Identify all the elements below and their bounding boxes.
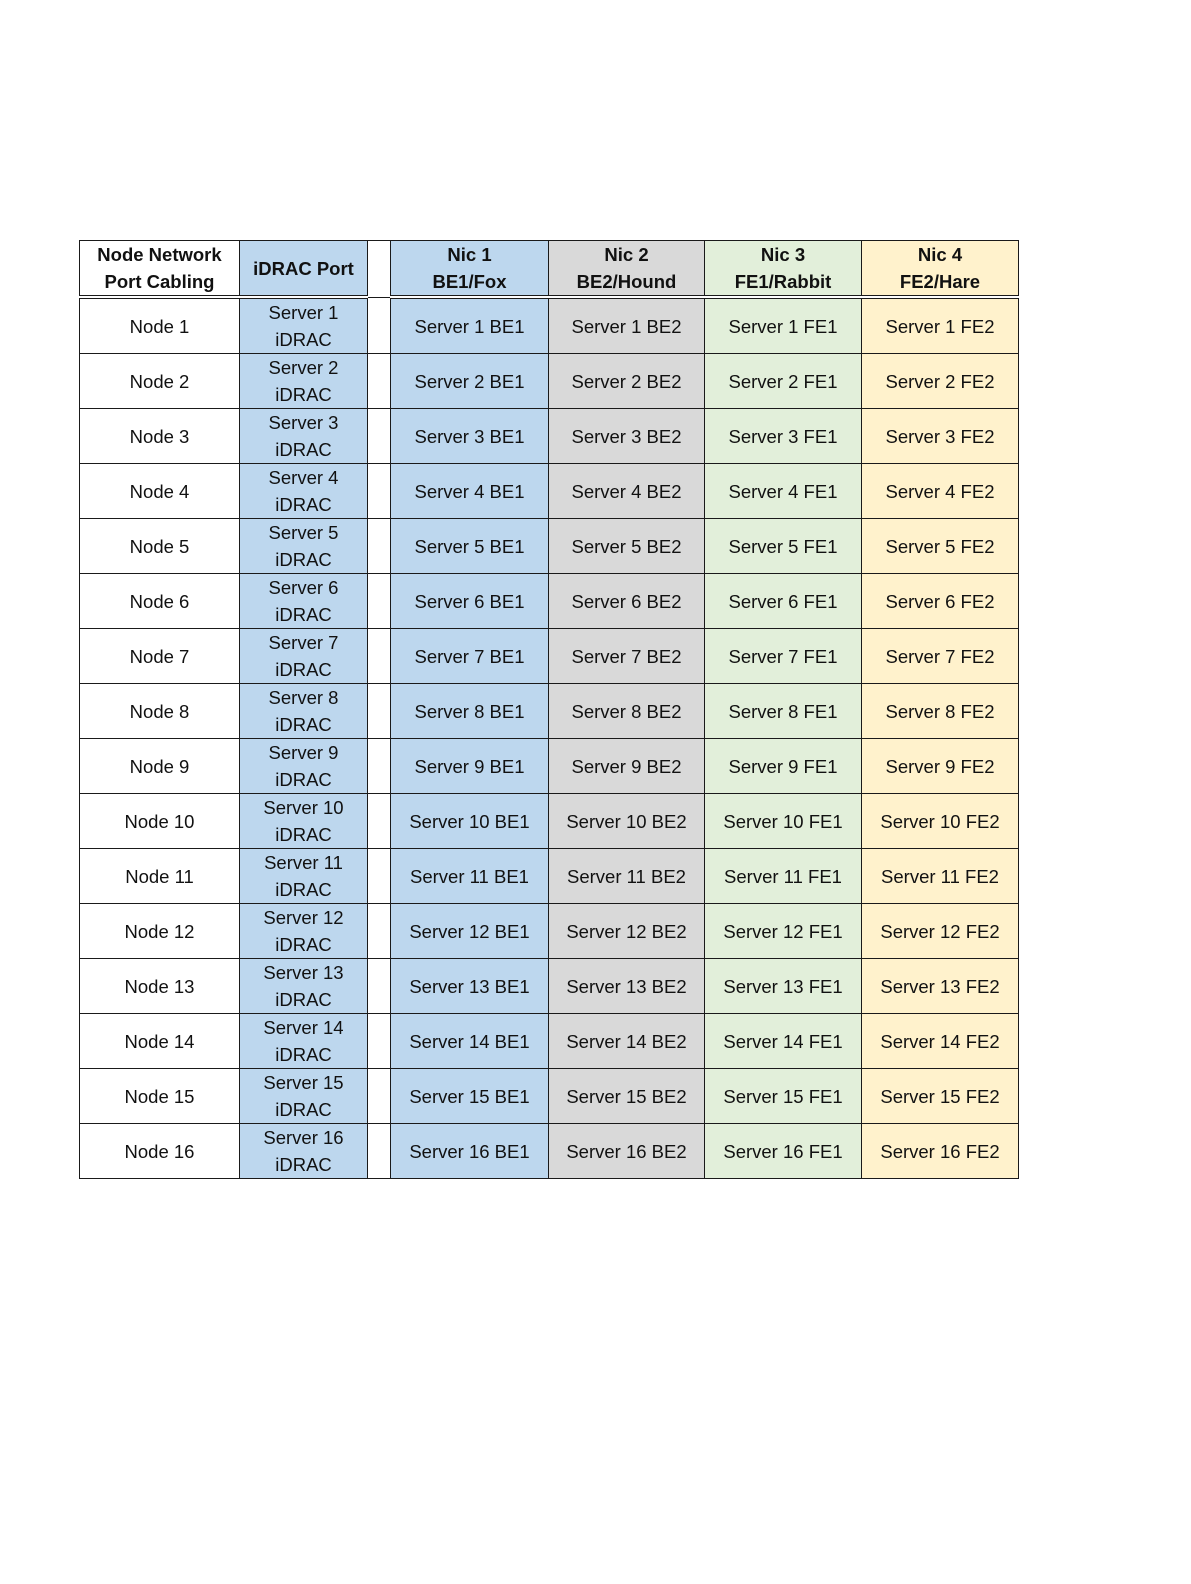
nic4-cell: Server 11 FE2 [862, 849, 1019, 904]
idrac-cell [240, 739, 368, 794]
idrac-server-label: Server 6 [268, 577, 339, 598]
nic3-cell: Server 8 FE1 [705, 684, 862, 739]
idrac-cell [240, 684, 368, 739]
header-nic1-line-2: BE1/Fox [432, 271, 507, 292]
table-row [80, 297, 1019, 354]
nic3-cell: Server 14 FE1 [705, 1014, 862, 1069]
header-row [80, 241, 1019, 298]
idrac-server-label: Server 7 [268, 632, 339, 653]
nic3-cell: Server 11 FE1 [705, 849, 862, 904]
spacer-cell [368, 409, 391, 464]
idrac-server-label: Server 2 [268, 357, 339, 378]
nic1-cell: Server 14 BE1 [391, 1014, 549, 1069]
node-cell: Node 12 [80, 904, 240, 959]
nic1-cell: Server 6 BE1 [391, 574, 549, 629]
nic2-cell: Server 14 BE2 [549, 1014, 705, 1069]
nic2-cell: Server 12 BE2 [549, 904, 705, 959]
header-node-network-port-cabling [80, 241, 240, 298]
node-cell: Node 16 [80, 1124, 240, 1179]
table-row [80, 629, 1019, 684]
table-row [80, 1124, 1019, 1179]
idrac-cell [240, 464, 368, 519]
header-nic2-line-1: Nic 2 [604, 244, 649, 265]
nic3-cell: Server 13 FE1 [705, 959, 862, 1014]
idrac-port-label: iDRAC [275, 604, 332, 625]
spacer-cell [368, 519, 391, 574]
table-row [80, 1014, 1019, 1069]
idrac-port-label: iDRAC [275, 934, 332, 955]
spacer-cell [368, 297, 391, 354]
nic4-cell: Server 6 FE2 [862, 574, 1019, 629]
idrac-cell [240, 409, 368, 464]
nic3-cell: Server 16 FE1 [705, 1124, 862, 1179]
table-row [80, 849, 1019, 904]
nic2-cell: Server 5 BE2 [549, 519, 705, 574]
idrac-cell [240, 1069, 368, 1124]
node-cell: Node 4 [80, 464, 240, 519]
idrac-cell [240, 849, 368, 904]
nic1-cell: Server 9 BE1 [391, 739, 549, 794]
idrac-server-label: Server 13 [263, 962, 344, 983]
nic2-cell: Server 16 BE2 [549, 1124, 705, 1179]
node-cell: Node 5 [80, 519, 240, 574]
idrac-server-label: Server 3 [268, 412, 339, 433]
header-nic4-line-2: FE2/Hare [899, 271, 981, 292]
table-row [80, 684, 1019, 739]
spacer-cell [368, 739, 391, 794]
spacer-cell [368, 1069, 391, 1124]
node-cell: Node 9 [80, 739, 240, 794]
table-row [80, 519, 1019, 574]
nic3-cell: Server 10 FE1 [705, 794, 862, 849]
table-body [80, 297, 1019, 1179]
spacer-cell [368, 959, 391, 1014]
spacer-cell [368, 1014, 391, 1069]
spacer-cell [368, 1124, 391, 1179]
nic1-cell: Server 15 BE1 [391, 1069, 549, 1124]
node-cabling-table [79, 240, 1019, 1179]
header-node-line-2: Port Cabling [104, 271, 215, 292]
node-cell: Node 7 [80, 629, 240, 684]
node-cell: Node 3 [80, 409, 240, 464]
nic3-cell: Server 2 FE1 [705, 354, 862, 409]
nic1-cell: Server 1 BE1 [391, 297, 549, 354]
idrac-port-label: iDRAC [275, 329, 332, 350]
node-cell: Node 6 [80, 574, 240, 629]
nic3-cell: Server 15 FE1 [705, 1069, 862, 1124]
header-nic1-line-1: Nic 1 [447, 244, 492, 265]
node-cell: Node 13 [80, 959, 240, 1014]
node-cell: Node 11 [80, 849, 240, 904]
idrac-port-label: iDRAC [275, 714, 332, 735]
spacer-cell [368, 464, 391, 519]
nic4-cell: Server 12 FE2 [862, 904, 1019, 959]
table-row [80, 1069, 1019, 1124]
nic4-cell: Server 2 FE2 [862, 354, 1019, 409]
spacer-cell [368, 849, 391, 904]
nic2-cell: Server 10 BE2 [549, 794, 705, 849]
header-nic2 [549, 241, 705, 298]
header-nic2-line-2: BE2/Hound [576, 271, 677, 292]
table-row [80, 574, 1019, 629]
nic1-cell: Server 8 BE1 [391, 684, 549, 739]
nic2-cell: Server 4 BE2 [549, 464, 705, 519]
nic1-cell: Server 12 BE1 [391, 904, 549, 959]
nic1-cell: Server 5 BE1 [391, 519, 549, 574]
table-row [80, 464, 1019, 519]
nic2-cell: Server 15 BE2 [549, 1069, 705, 1124]
nic1-cell: Server 7 BE1 [391, 629, 549, 684]
nic4-cell: Server 4 FE2 [862, 464, 1019, 519]
idrac-server-label: Server 15 [263, 1072, 344, 1093]
nic4-cell: Server 5 FE2 [862, 519, 1019, 574]
idrac-cell [240, 1014, 368, 1069]
nic1-cell: Server 3 BE1 [391, 409, 549, 464]
nic2-cell: Server 13 BE2 [549, 959, 705, 1014]
node-cell: Node 14 [80, 1014, 240, 1069]
nic1-cell: Server 2 BE1 [391, 354, 549, 409]
nic3-cell: Server 12 FE1 [705, 904, 862, 959]
table-row [80, 409, 1019, 464]
nic4-cell: Server 14 FE2 [862, 1014, 1019, 1069]
nic4-cell: Server 15 FE2 [862, 1069, 1019, 1124]
header-nic1 [391, 241, 549, 298]
nic4-cell: Server 1 FE2 [862, 297, 1019, 354]
node-cell: Node 1 [80, 297, 240, 354]
spacer-cell [368, 904, 391, 959]
node-cell: Node 15 [80, 1069, 240, 1124]
idrac-port-label: iDRAC [275, 439, 332, 460]
idrac-server-label: Server 5 [268, 522, 339, 543]
idrac-server-label: Server 11 [264, 852, 343, 873]
idrac-port-label: iDRAC [275, 824, 332, 845]
spacer-cell [368, 684, 391, 739]
idrac-cell [240, 629, 368, 684]
nic3-cell: Server 4 FE1 [705, 464, 862, 519]
header-idrac-port: iDRAC Port [240, 241, 368, 298]
idrac-cell [240, 959, 368, 1014]
header-nic4-line-1: Nic 4 [917, 244, 963, 265]
nic3-cell: Server 9 FE1 [705, 739, 862, 794]
idrac-server-label: Server 8 [268, 687, 339, 708]
header-nic3-line-1: Nic 3 [760, 244, 806, 265]
spacer-cell [368, 629, 391, 684]
table-row [80, 354, 1019, 409]
table-row [80, 794, 1019, 849]
nic2-cell: Server 7 BE2 [549, 629, 705, 684]
nic2-cell: Server 3 BE2 [549, 409, 705, 464]
idrac-port-label: iDRAC [275, 659, 332, 680]
idrac-server-label: Server 10 [263, 797, 344, 818]
idrac-port-label: iDRAC [275, 1154, 332, 1175]
nic4-cell: Server 8 FE2 [862, 684, 1019, 739]
nic1-cell: Server 13 BE1 [391, 959, 549, 1014]
nic1-cell: Server 11 BE1 [391, 849, 549, 904]
table-row [80, 904, 1019, 959]
idrac-server-label: Server 16 [263, 1127, 344, 1148]
idrac-cell [240, 297, 368, 354]
nic2-cell: Server 6 BE2 [549, 574, 705, 629]
idrac-server-label: Server 14 [263, 1017, 344, 1038]
node-cell: Node 8 [80, 684, 240, 739]
idrac-port-label: iDRAC [275, 1099, 332, 1120]
nic2-cell: Server 2 BE2 [549, 354, 705, 409]
nic4-cell: Server 10 FE2 [862, 794, 1019, 849]
node-cell: Node 10 [80, 794, 240, 849]
idrac-cell [240, 574, 368, 629]
header-nic3-line-2: FE1/Rabbit [734, 271, 832, 292]
idrac-port-label: iDRAC [275, 879, 332, 900]
nic3-cell: Server 1 FE1 [705, 297, 862, 354]
nic1-cell: Server 4 BE1 [391, 464, 549, 519]
nic2-cell: Server 8 BE2 [549, 684, 705, 739]
idrac-port-label: iDRAC [275, 769, 332, 790]
node-cell: Node 2 [80, 354, 240, 409]
idrac-server-label: Server 12 [263, 907, 344, 928]
idrac-port-label: iDRAC [275, 989, 332, 1010]
spacer-column [368, 241, 391, 298]
nic3-cell: Server 7 FE1 [705, 629, 862, 684]
idrac-cell [240, 904, 368, 959]
header-node-line-1: Node Network [97, 244, 222, 265]
nic4-cell: Server 13 FE2 [862, 959, 1019, 1014]
table-row [80, 959, 1019, 1014]
idrac-cell [240, 794, 368, 849]
nic2-cell: Server 11 BE2 [549, 849, 705, 904]
nic4-cell: Server 7 FE2 [862, 629, 1019, 684]
nic4-cell: Server 3 FE2 [862, 409, 1019, 464]
idrac-cell [240, 1124, 368, 1179]
idrac-server-label: Server 9 [268, 742, 339, 763]
idrac-port-label: iDRAC [275, 1044, 332, 1065]
nic3-cell: Server 6 FE1 [705, 574, 862, 629]
nic4-cell: Server 9 FE2 [862, 739, 1019, 794]
nic4-cell: Server 16 FE2 [862, 1124, 1019, 1179]
nic3-cell: Server 3 FE1 [705, 409, 862, 464]
table-row [80, 739, 1019, 794]
spacer-cell [368, 794, 391, 849]
nic1-cell: Server 16 BE1 [391, 1124, 549, 1179]
nic2-cell: Server 1 BE2 [549, 297, 705, 354]
idrac-port-label: iDRAC [275, 549, 332, 570]
spacer-cell [368, 354, 391, 409]
idrac-port-label: iDRAC [275, 494, 332, 515]
idrac-cell [240, 354, 368, 409]
idrac-server-label: Server 1 [268, 302, 339, 323]
spacer-cell [368, 574, 391, 629]
nic1-cell: Server 10 BE1 [391, 794, 549, 849]
idrac-server-label: Server 4 [268, 467, 339, 488]
nic3-cell: Server 5 FE1 [705, 519, 862, 574]
header-nic3 [705, 241, 862, 298]
idrac-cell [240, 519, 368, 574]
nic2-cell: Server 9 BE2 [549, 739, 705, 794]
idrac-port-label: iDRAC [275, 384, 332, 405]
header-nic4 [862, 241, 1019, 298]
